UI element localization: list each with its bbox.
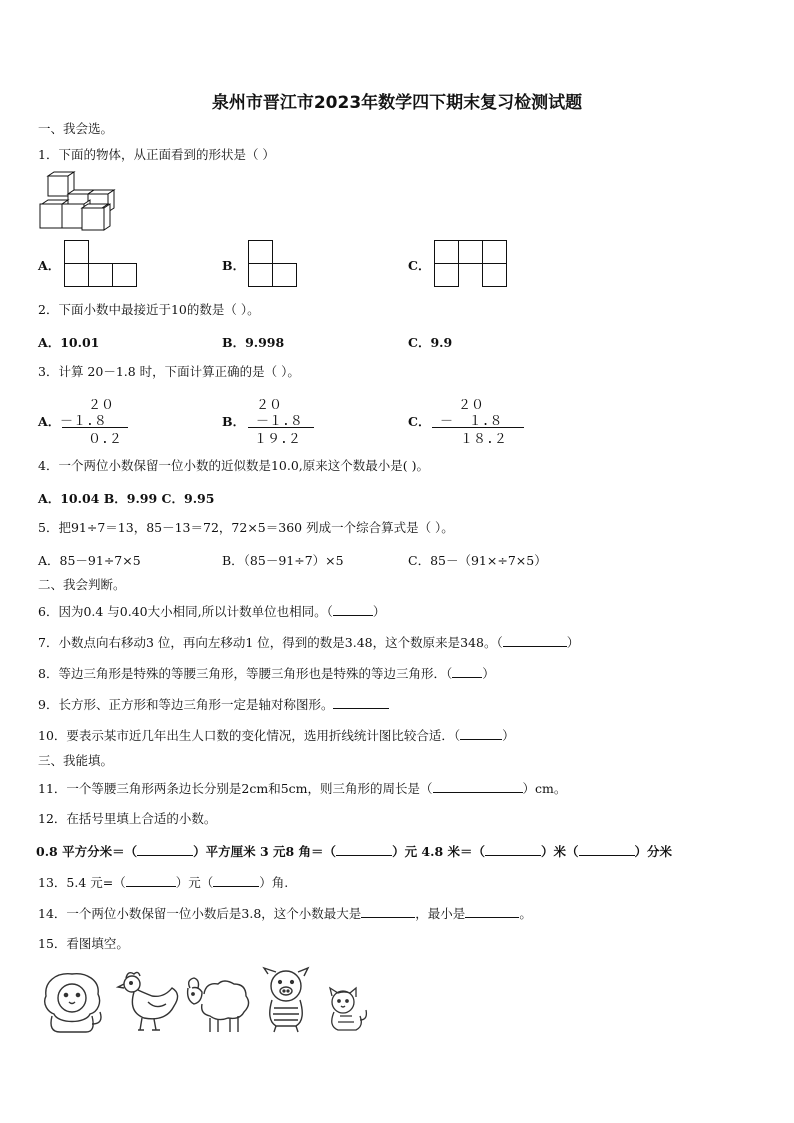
q13-part3: ）角. xyxy=(259,875,289,890)
q14-part1: 14．一个两位小数保留一位小数后是3.8，这个小数最大是 xyxy=(38,906,362,921)
q10-close: ） xyxy=(502,728,515,743)
q12-part1: 0.8 平方分米＝（ xyxy=(36,844,138,859)
q13-blank-1[interactable] xyxy=(126,874,176,887)
q14-blank-max[interactable] xyxy=(361,905,415,918)
q9-answer-blank[interactable] xyxy=(333,696,389,709)
q1-option-c-label: C． xyxy=(408,258,431,273)
q12-blank-2[interactable] xyxy=(336,843,392,856)
q12-part5: ）分米 xyxy=(634,844,673,859)
q1-option-b-label: B． xyxy=(222,258,246,273)
question-11 xyxy=(38,780,566,797)
section-heading-fill: 三、我能填。 xyxy=(38,753,114,768)
cube-stack-figure xyxy=(38,172,122,232)
q3-b-result: １９.２ xyxy=(254,432,301,447)
q13-part2: ）元（ xyxy=(175,875,214,890)
q11-close: ）cm。 xyxy=(522,781,567,796)
section-heading-judge: 二、我会判断。 xyxy=(38,577,126,592)
q3-c-top: ２０ xyxy=(458,398,485,413)
q12-part3: ）元 4.8 米＝（ xyxy=(392,844,486,859)
q3-a-mid: －１.８ xyxy=(60,414,107,429)
q5-option-c: C．85－（91×÷7×5） xyxy=(408,553,547,568)
q2-option-a: A．10.01 xyxy=(38,335,100,350)
q6-answer-blank[interactable] xyxy=(333,603,373,616)
q13-part1: 13．5.4 元=（ xyxy=(38,875,126,890)
q12-part4: ）米（ xyxy=(541,844,579,859)
section-heading-choose: 一、我会选。 xyxy=(38,121,114,136)
question-8 xyxy=(38,665,495,682)
question-3: 3．计算 20－1.8 时，下面计算正确的是（ ）。 xyxy=(38,364,300,379)
pig-illustration xyxy=(258,966,314,1034)
q12-part2: ）平方厘米 3 元8 角＝（ xyxy=(193,844,337,859)
q6-close: ） xyxy=(372,604,386,619)
q1-option-a-figure xyxy=(64,240,138,288)
q14-blank-min[interactable] xyxy=(465,905,519,918)
q7-text: 7．小数点向右移动3 位，再向左移动1 位，得到的数是3.48，这个数原来是348。（ xyxy=(38,635,503,650)
q14-part3: 。 xyxy=(519,906,532,921)
q3-a-result: ０.２ xyxy=(88,432,122,447)
question-14 xyxy=(38,905,532,922)
hen-illustration xyxy=(112,968,184,1034)
q8-text: 8．等边三角形是特殊的等腰三角形，等腰三角形也是特殊的等边三角形．（ xyxy=(38,666,453,681)
question-2: 2．下面小数中最接近于10的数是（ ）。 xyxy=(38,302,260,317)
q8-answer-blank[interactable] xyxy=(452,665,482,678)
q12-blank-4[interactable] xyxy=(579,843,635,856)
q4-options: A．10.04 B．9.99 C．9.95 xyxy=(38,491,215,506)
q2-option-b: B．9.998 xyxy=(222,335,285,350)
q14-part2: ，最小是 xyxy=(415,906,466,921)
q1-option-a-label: A． xyxy=(38,258,61,273)
q3-option-c-label: C． xyxy=(408,414,431,429)
q11-answer-blank[interactable] xyxy=(433,780,523,793)
sheep-illustration xyxy=(184,974,254,1036)
q3-option-b-label: B． xyxy=(222,414,246,429)
question-10 xyxy=(38,727,515,744)
page-title: 泉州市晋江市2023年数学四下期末复习检测试题 xyxy=(211,93,583,113)
q2-option-c: C．9.9 xyxy=(408,335,453,350)
q5-option-a: A．85－91÷7×5 xyxy=(38,553,141,568)
q7-close: ） xyxy=(566,635,580,650)
question-15: 15．看图填空。 xyxy=(38,936,129,951)
q3-b-top: ２０ xyxy=(256,398,283,413)
q9-text: 9．长方形、正方形和等边三角形一定是轴对称图形。 xyxy=(38,697,334,712)
question-4: 4．一个两位小数保留一位小数的近似数是10.0,原来这个数最小是( )。 xyxy=(38,458,429,473)
q3-c-result: １８.２ xyxy=(460,432,507,447)
question-5: 5．把91÷7＝13，85－13＝72，72×5＝360 列成一个综合算式是（ ）。 xyxy=(38,520,454,535)
q13-blank-2[interactable] xyxy=(213,874,259,887)
q10-text: 10．要表示某市近几年出生人口数的变化情况，选用折线统计图比较合适．（ xyxy=(38,728,461,743)
question-7 xyxy=(38,634,579,651)
lion-illustration xyxy=(38,968,106,1036)
q12-blank-1[interactable] xyxy=(137,843,193,856)
q10-answer-blank[interactable] xyxy=(460,727,502,740)
q11-text: 11．一个等腰三角形两条边长分别是2cm和5cm，则三角形的周长是（ xyxy=(38,781,433,796)
question-13 xyxy=(38,874,288,891)
question-1: 1．下面的物体，从正面看到的形状是（ ） xyxy=(38,147,275,162)
question-12: 12．在括号里填上合适的小数。 xyxy=(38,811,217,826)
q8-close: ） xyxy=(482,666,495,681)
q6-text: 6．因为0.4 与0.40大小相同,所以计数单位也相同。（ xyxy=(38,604,333,619)
q12-blank-3[interactable] xyxy=(485,843,541,856)
q7-answer-blank[interactable] xyxy=(503,634,567,647)
q1-option-c-figure xyxy=(434,240,508,288)
q3-option-a-label: A． xyxy=(38,414,61,429)
q5-option-b: B．（85－91÷7）×5 xyxy=(222,553,344,568)
question-12-line xyxy=(36,843,672,860)
q3-b-mid: －１.８ xyxy=(256,414,303,429)
q1-option-b-figure xyxy=(248,240,298,288)
question-6 xyxy=(38,603,385,620)
q3-c-mid: － １.８ xyxy=(440,414,503,429)
q3-a-top: ２０ xyxy=(88,398,115,413)
question-9 xyxy=(38,696,389,713)
cat-illustration xyxy=(322,986,370,1036)
